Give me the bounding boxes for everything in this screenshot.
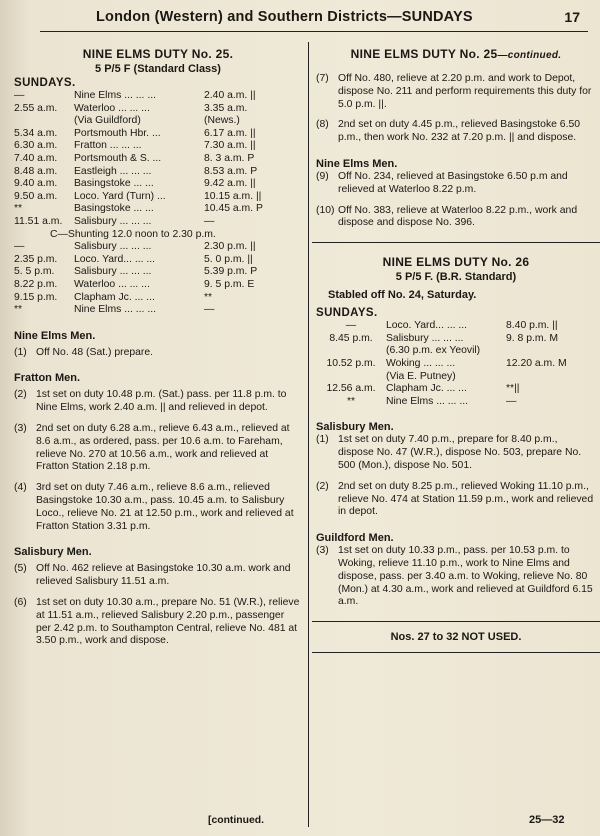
schedule-row [316,333,596,346]
arrival-time: 7.40 a.m. [14,152,58,164]
arrival-time: 11.51 a.m. [14,215,63,227]
departure-time [506,345,596,358]
note-number: (1) [316,434,329,446]
duty-note [316,171,596,197]
arrival-time: ** [14,304,23,316]
station-name: (6.30 p.m. ex Yeovil) [386,345,481,357]
arrival-time: 6.30 a.m. [14,140,58,152]
station-name: Eastleigh ... ... ... [74,165,152,177]
arrival-time: 9.40 a.m. [14,178,58,190]
note-text: 1st set on duty 10.33 p.m., pass. per 10.53 p.m. to Woking, relieve 11.10 p.m., work to Nine Elms and dispose, pass. per 3.40 a.m. to Woking, relieve No. 80 (Mon.) at 4.30 a.m., work and relieved at Guildford 6.15 a.m. [338,545,593,608]
arrival-time: 9.15 p.m. [14,291,58,303]
station-name: Waterloo ... ... ... [74,278,150,290]
arrival-time: 5. 5 p.m. [14,266,55,278]
arrival-time: 2.35 p.m. [14,253,58,265]
duty-class: 5 P/5 F (Standard Class) [95,63,221,75]
schedule-row [14,279,302,292]
duty-class: 5 P/5 F. (B.R. Standard) [395,271,517,284]
arrival-time: 8.45 p.m. [329,332,373,344]
station-name: Nine Elms ... ... ... [386,395,468,407]
departure-time: 8.40 p.m. || [506,320,558,332]
station-name: Portsmouth Hbr. ... [74,127,161,139]
schedule-row [14,241,302,254]
shunting-note: C—Shunting 12.0 noon to 2.30 p.m. [50,228,216,240]
station-name: (Via Guildford) [74,115,141,127]
page-number: 17 [564,9,580,25]
schedule-row [14,90,302,103]
arrival-time: 12.56 a.m. [326,383,376,395]
station-name: (Via E. Putney) [386,370,456,382]
station-name: Salisbury ... ... ... [74,266,152,278]
departure-time: 8.53 a.m. P [204,165,258,177]
schedule-row [14,103,302,116]
arrival-time: ** [14,203,23,215]
continued-tag: —continued. [497,50,562,61]
departure-time: 3.35 a.m. [204,102,248,114]
arrival-time: 8.22 p.m. [14,278,58,290]
not-used-note: Nos. 27 to 32 NOT USED. [390,631,522,644]
departure-time: 9. 8 p.m. M [506,332,558,344]
schedule-row [14,216,302,229]
page-title: London (Western) and Southern Districts—SUNDAYS [96,9,473,25]
arrival-time: — [14,241,25,253]
arrival-time [316,371,386,384]
schedule-row [316,371,596,384]
schedule-row [14,254,302,267]
note-number: (9) [316,170,329,182]
note-number: (6) [14,597,27,609]
schedule-row [316,358,596,371]
men-heading: Nine Elms Men. [14,329,96,342]
header-rule [40,31,588,32]
schedule-row [14,191,302,204]
schedule-row [316,383,596,396]
note-text: Off No. 462 relieve at Basingstoke 10.30 a.m. work and relieved Salisbury 11.51 a.m. [36,563,291,588]
duty-title-continued [316,47,596,63]
departure-time: 12.20 a.m. M [506,357,567,369]
duty-note [316,434,596,472]
note-text: 2nd set on duty 8.25 p.m., relieved Woking 11.10 p.m., relieve No. 474 at Station 11.59 p.m., work and relieved in depot. [338,480,594,518]
duty-note [316,545,596,609]
arrival-time: 8.48 a.m. [14,165,58,177]
duty-note [14,597,302,648]
note-number: (2) [316,480,329,492]
schedule-row [316,396,596,409]
arrival-time: 2.55 a.m. [14,102,58,114]
schedule-row [316,320,596,333]
note-number: (3) [14,423,27,435]
duty-note [14,423,302,474]
note-number: (4) [14,482,27,494]
note-text: Off No. 48 (Sat.) prepare. [36,346,154,358]
schedule-row [14,266,302,279]
departure-time [506,371,596,384]
continued-note: [continued. [208,815,264,826]
departure-time: 7.30 a.m. || [204,140,256,152]
arrival-time: — [14,90,25,101]
station-name: Salisbury ... ... ... [74,215,152,227]
arrival-time [14,115,74,128]
departure-time: 10.45 a.m. P [204,203,263,215]
sundays-heading: SUNDAYS. [316,307,378,320]
note-text: 2nd set on duty 4.45 p.m., relieved Basingstoke 6.50 p.m., then work No. 232 at 7.20 p.m. || and dispose. [338,119,581,144]
schedule-row [14,128,302,141]
schedule-row [316,345,596,358]
station-name: Nine Elms ... ... ... [74,304,156,316]
station-name: Loco. Yard... ... ... [386,320,468,332]
departure-time: ** [204,291,213,303]
note-number: (7) [316,73,329,84]
arrival-time: — [345,320,357,332]
note-text: Off No. 383, relieve at Waterloo 8.22 p.m., work and dispose and dispose No. 396. [338,204,578,229]
duty-title: NINE ELMS DUTY No. 26 [382,255,530,270]
schedule-row [14,140,302,153]
departure-time: **|| [506,383,520,395]
note-text: 3rd set on duty 7.46 a.m., relieve 8.6 a.m., relieved Basingstoke 10.30 a.m., pass. 10.45 a.m. to Salisbury Loco., relieve No. 21 at 12.50 p.m., work and relieved at Fratton Station 3.31 p.m. [36,482,294,532]
departure-time: — [204,215,215,227]
schedule-row [14,166,302,179]
duty-note [316,481,596,519]
duty-note [316,73,596,111]
schedule-row [14,292,302,305]
station-name: Basingstoke ... ... [74,178,154,190]
men-heading: Salisbury Men. [14,546,92,559]
departure-time: 5. 0 p.m. || [204,253,253,265]
departure-time: 9.42 a.m. || [204,178,256,190]
station-name: Clapham Jc. ... ... [386,383,467,395]
schedule-row [14,178,302,191]
stabled-note: Stabled off No. 24, Saturday. [328,289,477,302]
note-text: 1st set on duty 7.40 p.m., prepare for 8.40 p.m., dispose No. 47 (W.R.), dispose No. 503, prepare No. 500 (Mon.), dispose No. 501. [338,434,582,471]
note-number: (8) [316,119,329,131]
arrival-time: 9.50 a.m. [14,190,58,202]
departure-time: 2.40 a.m. || [204,90,256,101]
note-number: (3) [316,545,329,557]
station-name: Clapham Jc. ... ... [74,291,155,303]
departure-time: 6.17 a.m. || [204,127,256,139]
station-name: Salisbury ... ... ... [74,241,152,253]
schedule-row [14,304,302,317]
station-name: Basingstoke ... ... [74,203,154,215]
station-name: Loco. Yard (Turn) ... [74,190,166,202]
station-name: Nine Elms ... ... ... [74,90,156,101]
departure-time: — [204,304,215,316]
station-name: Woking ... ... ... [386,357,456,369]
duty-note [316,119,596,145]
departure-time: 2.30 p.m. || [204,241,256,253]
departure-time: — [506,395,517,407]
schedule-row [14,153,302,166]
arrival-time: 10.52 p.m. [326,357,376,369]
duty-range-footer: 25—32 [529,814,565,826]
note-text: 1st set on duty 10.48 p.m. (Sat.) pass. per 11.8 p.m. to Nine Elms, work 2.40 a.m. || and relieved in depot. [36,389,287,414]
arrival-time: ** [346,395,356,407]
arrival-time: 5.34 a.m. [14,127,58,139]
duty-note [14,563,302,589]
note-number: (2) [14,389,27,401]
station-name: Waterloo ... ... ... [74,102,150,114]
note-number: (1) [14,346,27,358]
left-column [14,47,302,648]
duty-note [14,389,302,415]
station-name: Portsmouth & S. ... [74,152,162,164]
note-text: Off No. 480, relieve at 2.20 p.m. and work to Depot, dispose No. 211 and perform requirements this duty for 5.0 p.m. ||. [338,73,592,110]
departure-time: 5.39 p.m. P [204,266,258,278]
note-text: 1st set on duty 10.30 a.m., prepare No. 51 (W.R.), relieve at 11.51 a.m., relieved Salisbury 2.20 p.m., passenger per 2.42 p.m. to Southampton Central, relieve No. 481 at 3.50 p.m., work and dispose. [36,597,300,647]
station-name: Loco. Yard... ... ... [74,253,156,265]
duty-title: NINE ELMS DUTY No. 25. [82,47,234,61]
departure-time: (News.) [204,115,240,127]
departure-time: 8. 3 a.m. P [204,152,255,164]
men-heading: Salisbury Men. [316,421,394,434]
duty-note [14,482,302,533]
station-name: Fratton ... ... ... [74,140,142,152]
section-rule [312,652,600,653]
station-name: Salisbury ... ... ... [386,332,464,344]
column-divider [308,42,309,827]
duty-title-text: NINE ELMS DUTY No. 25 [350,47,498,61]
departure-time: 9. 5 p.m. E [204,278,255,290]
note-number: (5) [14,563,27,575]
note-text: 2nd set on duty 6.28 a.m., relieve 6.43 a.m., relieved at 8.6 a.m., as ordered, pass. per 10.6 a.m. to Fareham, relieve No. 270 at 10.56 a.m., work and relieved at Fratton Station 2.18 p.m. [36,423,290,473]
departure-time: 10.15 a.m. || [204,190,262,202]
schedule-row [14,115,302,128]
men-heading: Nine Elms Men. [316,157,398,170]
duty-note [14,347,302,360]
page-header [40,9,588,29]
schedule-row [14,203,302,216]
sundays-heading: SUNDAYS. [14,77,76,89]
arrival-time [316,345,386,358]
note-number: (10) [316,204,335,216]
duty-note [316,205,596,231]
men-heading: Guildford Men. [316,532,394,545]
note-text: Off No. 234, relieved at Basingstoke 6.50 p.m and relieved at Waterloo 8.22 p.m. [338,170,568,195]
right-column [316,47,596,653]
men-heading: Fratton Men. [14,372,80,385]
